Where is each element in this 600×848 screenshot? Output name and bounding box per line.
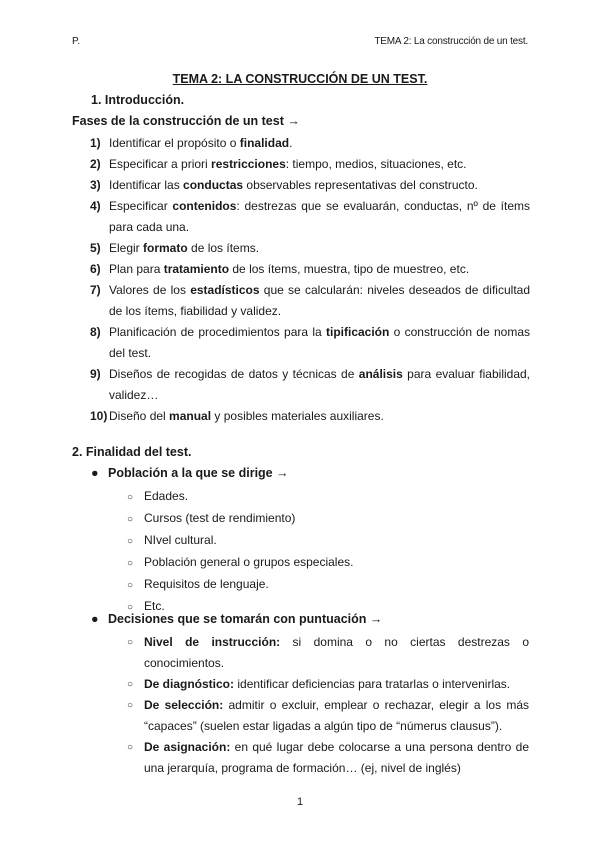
step-number: 9) — [90, 367, 101, 381]
step-text: y posibles materiales auxiliares. — [211, 409, 384, 423]
step-text: : destrezas que se evaluarán, conductas, nº de ítems para cada una. — [109, 199, 530, 234]
step-keyword: análisis — [358, 367, 403, 381]
step-number: 3) — [90, 178, 101, 192]
list-item — [127, 632, 529, 674]
list-item — [127, 574, 353, 596]
step-keyword: tipificación — [326, 325, 390, 339]
header-right: TEMA 2: La construcción de un test. — [374, 36, 528, 47]
decision-keyword: De selección: — [144, 698, 224, 712]
list-item — [90, 196, 530, 238]
step-keyword: manual — [169, 409, 212, 423]
list-item — [90, 154, 530, 175]
decisiones-list — [127, 632, 529, 779]
circle-bullet-icon: ○ — [127, 536, 134, 547]
step-text: . — [289, 136, 293, 150]
list-item — [90, 406, 530, 427]
list-item-text: Cursos (test de rendimiento) — [144, 511, 296, 525]
decisiones-heading — [91, 612, 382, 626]
circle-bullet-icon: ○ — [127, 514, 134, 525]
circle-bullet-icon: ○ — [127, 637, 134, 648]
step-text: : tiempo, medios, situaciones, etc. — [285, 157, 467, 171]
list-item — [127, 737, 529, 779]
step-text: Valores de los — [109, 283, 191, 297]
decision-keyword: De asignación: — [144, 740, 231, 754]
list-item — [90, 322, 530, 364]
list-item — [90, 133, 530, 154]
bullet-icon: ● — [91, 466, 99, 480]
decision-keyword: Nivel de instrucción: — [144, 635, 281, 649]
list-item-text: Etc. — [144, 599, 165, 613]
list-item-text: Población general o grupos especiales. — [144, 555, 354, 569]
step-keyword: finalidad — [239, 136, 290, 150]
step-number: 10) — [90, 409, 108, 423]
decision-text: si domina o no ciertas destrezas o conocimientos. — [144, 635, 529, 670]
poblacion-list — [127, 486, 353, 618]
step-keyword: estadísticos — [190, 283, 260, 297]
page-number: 1 — [296, 796, 304, 808]
step-number: 8) — [90, 325, 101, 339]
list-item-text: Requisitos de lenguaje. — [144, 577, 269, 591]
phases-list — [90, 133, 530, 427]
step-number: 4) — [90, 199, 101, 213]
decision-text: admitir o excluir, emplear o rechazar, elegir a los más “capaces” (suelen estar ligadas a algún tipo de “númerus clausus”). — [144, 698, 529, 733]
circle-bullet-icon: ○ — [127, 558, 134, 569]
list-item — [127, 508, 353, 530]
circle-bullet-icon: ○ — [127, 679, 134, 690]
step-text: Identificar el propósito o — [109, 136, 240, 150]
step-text: Elegir — [109, 241, 144, 255]
step-text: de los ítems, muestra, tipo de muestreo, etc. — [229, 262, 470, 276]
list-item — [127, 486, 353, 508]
phases-heading: Fases de la construcción de un test → — [72, 114, 300, 128]
list-item-text: NIvel cultural. — [144, 533, 217, 547]
step-text: o construcción de nomas del test. — [109, 325, 530, 360]
step-text: de los ítems. — [187, 241, 260, 255]
circle-bullet-icon: ○ — [127, 580, 134, 591]
step-text: Diseño del — [109, 409, 170, 423]
step-text: Plan para — [109, 262, 164, 276]
step-number: 2) — [90, 157, 101, 171]
list-item-text: Edades. — [144, 489, 189, 503]
section-heading-introduccion: 1. Introducción. — [91, 93, 185, 107]
list-item — [90, 280, 530, 322]
circle-bullet-icon: ○ — [127, 602, 134, 613]
step-number: 7) — [90, 283, 101, 297]
list-item — [90, 175, 530, 196]
list-item — [90, 364, 530, 406]
step-text: para evaluar fiabilidad, validez… — [109, 367, 531, 402]
step-text: Diseños de recogidas de datos y técnicas de — [109, 367, 359, 381]
poblacion-heading — [91, 466, 289, 480]
step-text: que se calcularán: niveles deseados de dificultad de los ítems, fiabilidad y validez. — [109, 283, 530, 318]
step-text: Planificación de procedimientos para la — [109, 325, 326, 339]
step-text: Especificar — [109, 199, 173, 213]
list-item — [127, 552, 353, 574]
list-item — [90, 259, 530, 280]
step-text: observables representativas del constructo. — [243, 178, 478, 192]
bullet-icon: ● — [91, 612, 99, 626]
step-keyword: restricciones — [211, 157, 286, 171]
decision-text: identificar deficiencias para tratarlas o intervenirlas. — [234, 677, 511, 691]
header-left: P. — [72, 36, 81, 47]
poblacion-label: Población a la que se dirige → — [108, 466, 289, 480]
section-heading-finalidad: 2. Finalidad del test. — [72, 445, 192, 459]
step-keyword: tratamiento — [163, 262, 230, 276]
step-keyword: formato — [143, 241, 188, 255]
circle-bullet-icon: ○ — [127, 700, 134, 711]
step-keyword: contenidos — [172, 199, 237, 213]
step-text: Especificar a priori — [109, 157, 212, 171]
list-item — [90, 238, 530, 259]
step-keyword: conductas — [183, 178, 244, 192]
step-number: 1) — [90, 136, 101, 150]
decision-text: en qué lugar debe colocarse a una persona dentro de una jerarquía, programa de formación… (ej, nivel de inglés) — [144, 740, 529, 775]
decision-keyword: De diagnóstico: — [144, 677, 235, 691]
list-item — [127, 695, 529, 737]
step-number: 6) — [90, 262, 101, 276]
circle-bullet-icon: ○ — [127, 492, 134, 503]
step-text: Identificar las — [109, 178, 184, 192]
list-item — [127, 674, 529, 695]
list-item — [127, 530, 353, 552]
page-title: TEMA 2: LA CONSTRUCCIÓN DE UN TEST. — [172, 72, 428, 86]
circle-bullet-icon: ○ — [127, 742, 134, 753]
decisiones-label: Decisiones que se tomarán con puntuación → — [108, 612, 383, 626]
step-number: 5) — [90, 241, 101, 255]
